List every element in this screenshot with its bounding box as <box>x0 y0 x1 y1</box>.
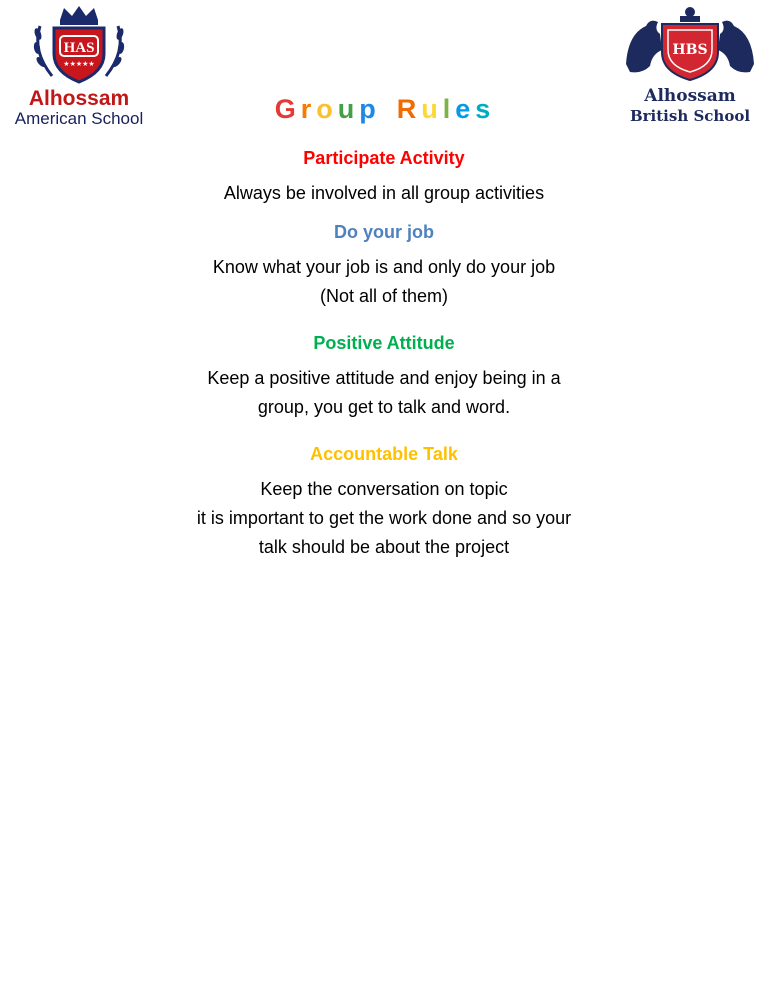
svg-text:★★★★★: ★★★★★ <box>63 61 95 68</box>
rule-heading: Positive Attitude <box>313 333 455 353</box>
left-logo-subtitle: American School <box>14 109 144 128</box>
rule-text-line: Always be involved in all group activities <box>223 183 545 203</box>
has-shield-emblem <box>30 6 128 86</box>
title-letter: l <box>442 94 454 124</box>
rule-text-line: Know what your job is and only do your job <box>212 257 556 277</box>
rules-list <box>0 146 768 562</box>
title-letter: u <box>337 94 358 124</box>
rule-text-line: (Not all of them) <box>319 286 449 306</box>
title-letter: o <box>316 94 336 124</box>
emblem-text: HAS <box>63 40 95 56</box>
rule-text-line: it is important to get the work done and so your <box>196 508 572 528</box>
rule-section <box>0 146 768 208</box>
title-letter: r <box>300 94 315 124</box>
rule-section <box>0 442 768 562</box>
title-letter: s <box>475 94 494 124</box>
rule-section <box>0 331 768 422</box>
rule-section <box>0 220 768 311</box>
right-logo-subtitle: British School <box>629 107 751 125</box>
rule-text-line: group, you get to talk and word. <box>257 397 511 417</box>
title-letter: e <box>455 94 474 124</box>
title-letter: u <box>421 94 441 124</box>
rule-heading: Participate Activity <box>303 148 465 168</box>
page-title <box>0 94 768 125</box>
rule-text-line: talk should be about the project <box>258 537 510 557</box>
rule-heading: Accountable Talk <box>310 444 458 464</box>
rule-heading: Do your job <box>334 222 434 242</box>
hbs-crest-emblem <box>622 4 758 86</box>
left-logo-name: Alhossam <box>28 87 130 110</box>
emblem-text: HBS <box>672 42 708 58</box>
rule-text-line: Keep the conversation on topic <box>260 479 508 499</box>
title-letter: G <box>274 94 299 124</box>
right-logo-name: Alhossam <box>644 86 736 106</box>
title-letter: R <box>396 94 420 124</box>
rule-text-line: Keep a positive attitude and enjoy being in a <box>207 368 561 388</box>
title-letter: p <box>359 94 379 124</box>
